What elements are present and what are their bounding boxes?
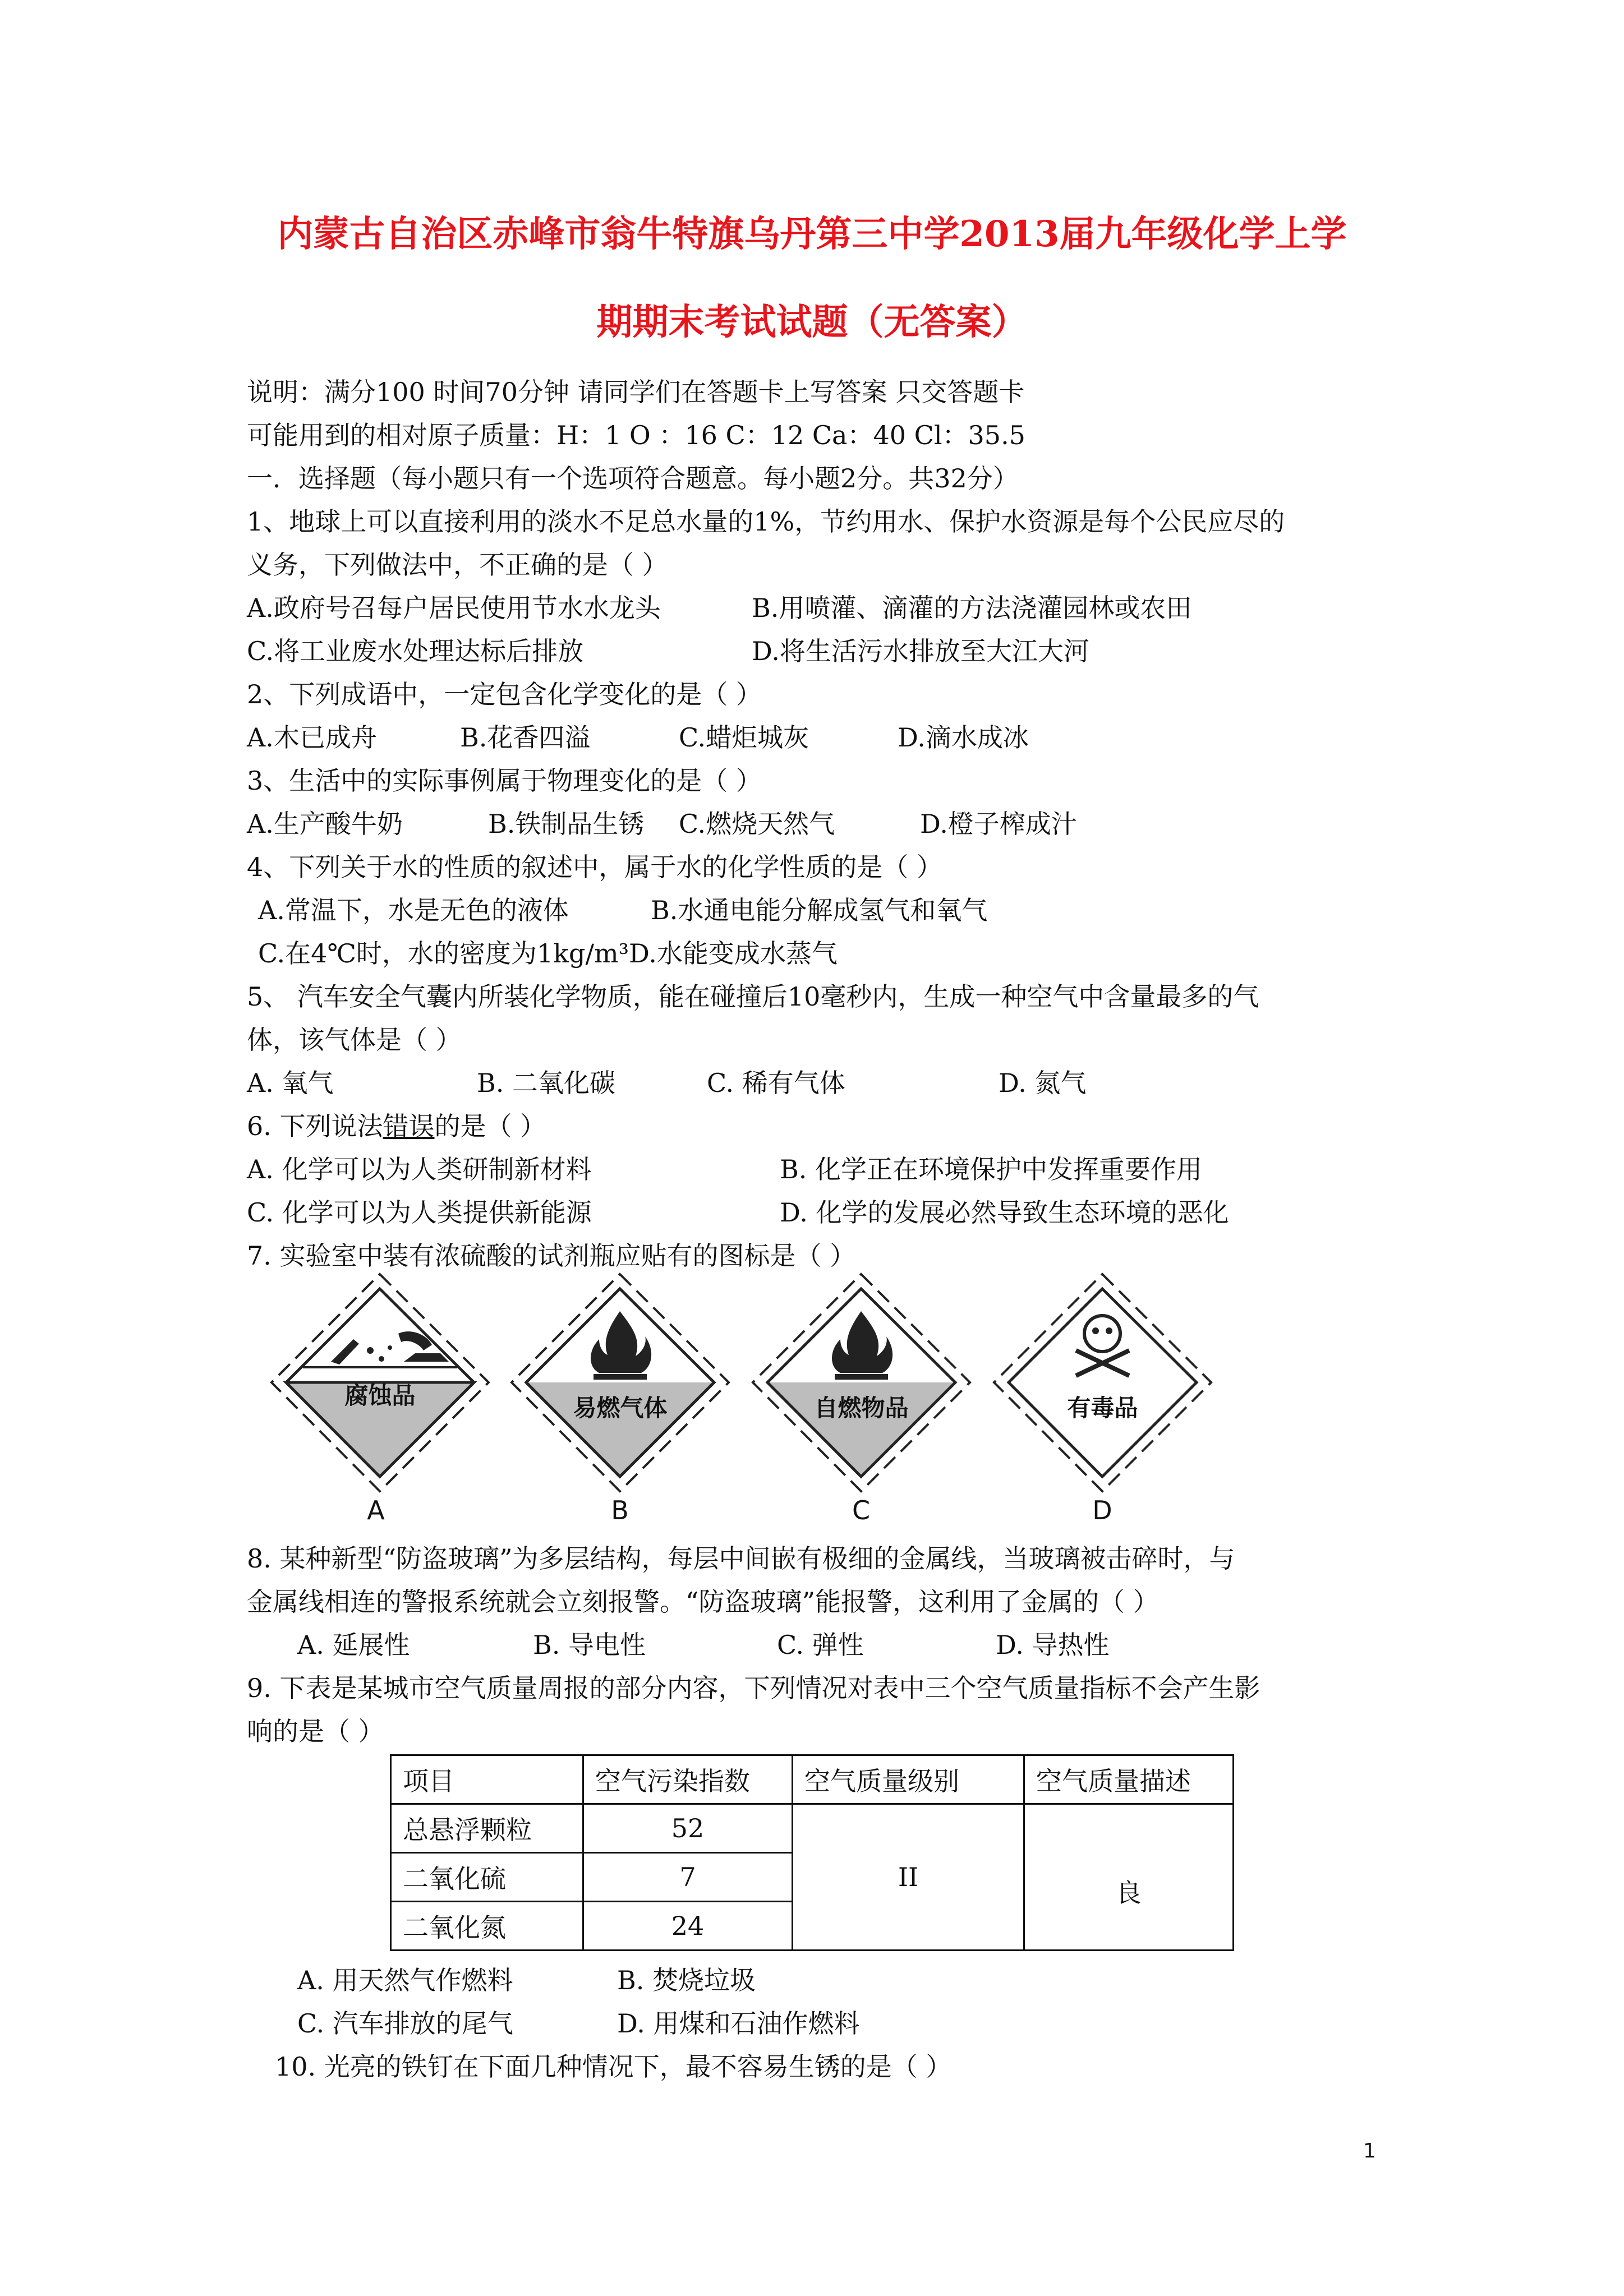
table-row [391, 1804, 1234, 1853]
table-cell-item: 二氧化硫 [391, 1853, 583, 1902]
q9-stem-line2: 响的是（ ） [247, 1716, 384, 1746]
q8-option-b: B. 导电性 [533, 1630, 646, 1660]
q4-option-a: A.常温下，水是无色的液体 [258, 895, 569, 925]
flame-icon [509, 1272, 731, 1493]
q4-option-cd: C.在4℃时，水的密度为1kg/m³D.水能变成水蒸气 [258, 938, 838, 969]
hazard-label-b-text: 易燃气体 [573, 1394, 668, 1422]
table-header-cell: 空气质量描述 [1024, 1755, 1234, 1804]
atomic-masses: 可能用到的相对原子质量：H：1 O ：16 C：12 Ca：40 Cl：35.5 [247, 420, 1025, 450]
q9-option-c: C. 汽车排放的尾气 [297, 2008, 513, 2039]
q5-option-a: A. 氧气 [247, 1068, 334, 1098]
table-header-cell: 空气质量级别 [793, 1755, 1024, 1804]
table-cell-level: II [793, 1804, 1024, 1951]
q2-option-d: D.滴水成冰 [898, 722, 1029, 753]
q3-option-b: B.铁制品生锈 [488, 809, 645, 839]
hazard-label-d-text: 有毒品 [1067, 1394, 1138, 1422]
q1-stem-line2: 义务，下列做法中，不正确的是（ ） [247, 550, 668, 580]
table-cell-item: 二氧化氮 [391, 1902, 583, 1951]
q8-option-d: D. 导热性 [996, 1630, 1110, 1660]
q3-option-c: C.燃烧天然气 [679, 809, 835, 839]
q9-option-b: B. 焚烧垃圾 [617, 1965, 756, 1995]
q1-stem-line1: 1、地球上可以直接利用的淡水不足总水量的1%，节约用水、保护水资源是每个公民应尽的 [247, 506, 1285, 537]
q6-stem-emphasis: 错误 [383, 1111, 435, 1141]
section-heading: 一．选择题（每小题只有一个选项符合题意。每小题2分。共32分） [247, 463, 1019, 494]
q6-stem [247, 1109, 546, 1144]
table-header-row [391, 1755, 1234, 1804]
hazard-letter-a: A [367, 1495, 385, 1525]
q6-option-b: B. 化学正在环境保护中发挥重要作用 [780, 1154, 1203, 1184]
q6-option-a: A. 化学可以为人类研制新材料 [247, 1154, 592, 1184]
hazard-label-b [509, 1272, 731, 1493]
q3-option-d: D.橙子榨成汁 [920, 809, 1077, 839]
hazard-label-c-text: 自燃物品 [814, 1394, 909, 1422]
hazard-letter-b: B [611, 1495, 629, 1525]
title-line-2: 期期末考试试题（无答案） [596, 301, 1028, 343]
q8-option-c: C. 弹性 [777, 1630, 864, 1660]
q1-option-d: D.将生活污水排放至大江大河 [752, 636, 1089, 666]
q2-option-c: C.蜡炬城灰 [679, 722, 809, 753]
table-cell-index: 24 [583, 1902, 793, 1951]
q6-stem-pre: 6. 下列说法 [247, 1111, 383, 1141]
flame-icon [751, 1272, 972, 1493]
q5-stem-line1: 5、 汽车安全气囊内所装化学物质，能在碰撞后10毫秒内，生成一种空气中含量最多的气 [247, 981, 1259, 1012]
q1-option-a: A.政府号召每户居民使用节水水龙头 [247, 593, 661, 623]
q5-option-d: D. 氮气 [999, 1068, 1087, 1098]
hazard-label-c [751, 1272, 972, 1493]
q9-option-d: D. 用煤和石油作燃料 [617, 2008, 860, 2039]
q4-stem: 4、下列关于水的性质的叙述中，属于水的化学性质的是（ ） [247, 852, 942, 882]
q5-option-b: B. 二氧化碳 [477, 1068, 616, 1098]
table-header-cell: 空气污染指数 [583, 1755, 793, 1804]
hazard-letter-c: C [852, 1495, 871, 1525]
hazard-label-a [269, 1272, 491, 1493]
q2-option-b: B.花香四溢 [460, 722, 591, 753]
q10-stem: 10. 光亮的铁钉在下面几种情况下，最不容易生锈的是（ ） [275, 2051, 952, 2082]
table-cell-item: 总悬浮颗粒 [391, 1804, 583, 1853]
exam-note: 说明：满分100 时间70分钟 请同学们在答题卡上写答案 只交答题卡 [247, 377, 1025, 407]
hazard-letter-d: D [1092, 1495, 1112, 1525]
q4-option-b: B.水通电能分解成氢气和氧气 [651, 895, 988, 925]
q7-stem: 7. 实验室中装有浓硫酸的试剂瓶应贴有的图标是（ ） [247, 1241, 856, 1271]
air-quality-table [390, 1754, 1234, 1951]
q1-option-c: C.将工业废水处理达标后排放 [247, 636, 584, 666]
title-line-1: 内蒙古自治区赤峰市翁牛特旗乌丹第三中学2013届九年级化学上学 [277, 213, 1347, 255]
q9-option-a: A. 用天然气作燃料 [297, 1965, 513, 1995]
q6-stem-post: 的是（ ） [434, 1111, 546, 1141]
table-cell-index: 7 [583, 1853, 793, 1902]
q5-stem-line2: 体，该气体是（ ） [247, 1025, 462, 1055]
table-cell-desc: 良 [1024, 1804, 1234, 1951]
q2-stem: 2、下列成语中，一定包含化学变化的是（ ） [247, 679, 762, 709]
q8-option-a: A. 延展性 [297, 1630, 410, 1660]
q8-stem-line2: 金属线相连的警报系统就会立刻报警。“防盗玻璃”能报警，这利用了金属的（ ） [247, 1587, 1159, 1617]
table-cell-index: 52 [583, 1804, 793, 1853]
q6-option-d: D. 化学的发展必然导致生态环境的恶化 [780, 1197, 1229, 1228]
q8-stem-line1: 8. 某种新型“防盗玻璃”为多层结构，每层中间嵌有极细的金属线，当玻璃被击碎时，与 [247, 1543, 1235, 1574]
table-header-cell: 项目 [391, 1755, 583, 1804]
q3-stem: 3、生活中的实际事例属于物理变化的是（ ） [247, 766, 762, 796]
q9-stem-line1: 9. 下表是某城市空气质量周报的部分内容，下列情况对表中三个空气质量指标不会产生影 [247, 1673, 1260, 1703]
hazard-label-d [992, 1272, 1213, 1493]
q2-option-a: A.木已成舟 [247, 722, 377, 753]
q1-option-b: B.用喷灌、滴灌的方法浇灌园林或农田 [752, 593, 1192, 623]
q5-option-c: C. 稀有气体 [707, 1068, 845, 1098]
page-number: 1 [1363, 2140, 1376, 2163]
q6-option-c: C. 化学可以为人类提供新能源 [247, 1197, 592, 1228]
hazard-label-a-text: 腐蚀品 [344, 1382, 416, 1409]
q3-option-a: A.生产酸牛奶 [247, 809, 403, 839]
skull-icon [992, 1272, 1213, 1493]
